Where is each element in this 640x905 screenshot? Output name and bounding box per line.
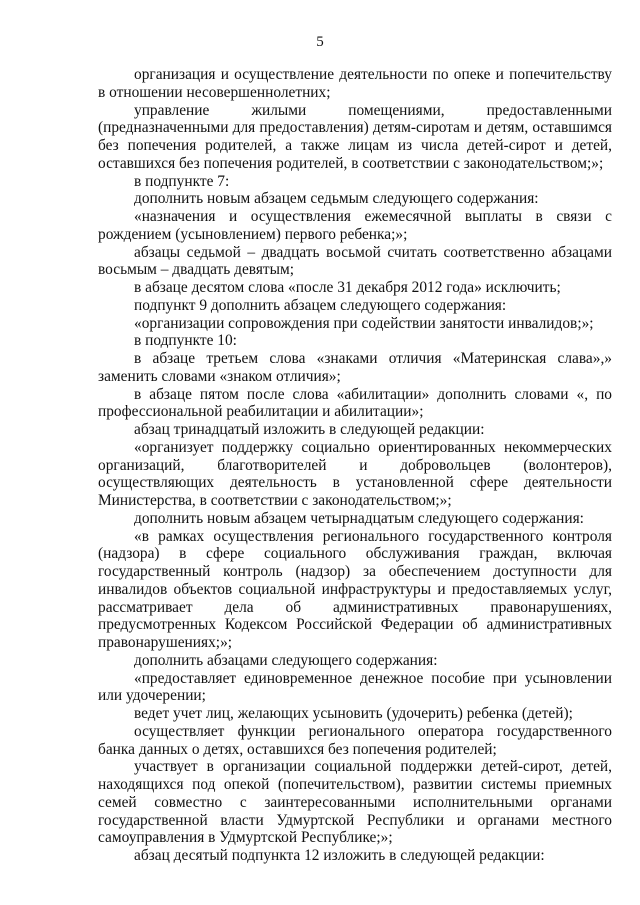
paragraph: осуществляет функции регионального оператора государственного банка данных о детях, оставшихся без попечения родителей; (98, 722, 612, 758)
page-number: 5 (316, 34, 324, 50)
document-body (98, 66, 612, 865)
paragraph: «предоставляет единовременное денежное пособие при усыновлении или удочерении; (98, 669, 612, 705)
paragraph: «назначения и осуществления ежемесячной выплаты в связи с рождением (усыновлением) первого ребенка;»; (98, 208, 612, 243)
paragraph: дополнить новым абзацем седьмым следующего содержания: (134, 190, 539, 208)
paragraph: в подпункте 7: (134, 172, 230, 190)
paragraph: абзацы седьмой – двадцать восьмой считать соответственно абзацами восьмым – двадцать девятым; (98, 243, 612, 279)
paragraph: в подпункте 10: (134, 332, 237, 350)
paragraph: абзац тринадцатый изложить в следующей редакции: (134, 421, 485, 438)
paragraph: управление жилыми помещениями, предоставленными (предназначенными для предоставления) детям-сиротам и детям, оставшимся без попечения родителей, а также лицам из числа детей-сирот и детей, оставшихся без попечения родителей, в соответствии с законодательством;»; (98, 101, 612, 172)
paragraph: дополнить абзацами следующего содержания: (134, 651, 438, 669)
paragraph: подпункт 9 дополнить абзацем следующего содержания: (134, 296, 507, 314)
paragraph: абзац десятый подпункта 12 изложить в следующей редакции: (134, 847, 545, 864)
paragraph: в абзаце третьем слова «знаками отличия «Материнская слава»,» заменить словами «знаком отличия»; (98, 350, 612, 385)
paragraph: «организации сопровождения при содействии занятости инвалидов;»; (134, 314, 594, 332)
paragraph: «в рамках осуществления регионального государственного контроля (надзора) в сфере социального обслуживания граждан, включая государственный контроль (надзор) за обеспечением доступности для инвалидов объектов социальной инфраструктуры и предоставляемых услуг, рассматривает дела об административных правонарушениях, предусмотренных Кодексом Российской Федерации об административных правонарушениях;»; (98, 527, 612, 651)
paragraph: в абзаце пятом после слова «абилитации» дополнить словами «, по профессиональной реабилитации и абилитации»; (98, 385, 612, 421)
paragraph: участвует в организации социальной поддержки детей-сирот, детей, находящихся под опекой (попечительством), развитии системы приемных семей совместно с заинтересованными исполнительными органами государственной власти Удмуртской Республики и органами местного самоуправления в Удмуртской Республике;»; (98, 758, 612, 847)
paragraph: организация и осуществление деятельности по опеке и попечительству в отношении несовершеннолетних; (98, 66, 612, 101)
paragraph: в абзаце десятом слова «после 31 декабря 2012 года» исключить; (134, 279, 561, 296)
paragraph: «организует поддержку социально ориентированных некоммерческих организаций, благотворителей и добровольцев (волонтеров), осуществляющих деятельность в установленной сфере деятельности Министерства, в соответствии с законодательством;»; (98, 438, 612, 509)
paragraph: дополнить новым абзацем четырнадцатым следующего содержания: (134, 509, 584, 527)
paragraph: ведет учет лиц, желающих усыновить (удочерить) ребенка (детей); (134, 705, 573, 722)
